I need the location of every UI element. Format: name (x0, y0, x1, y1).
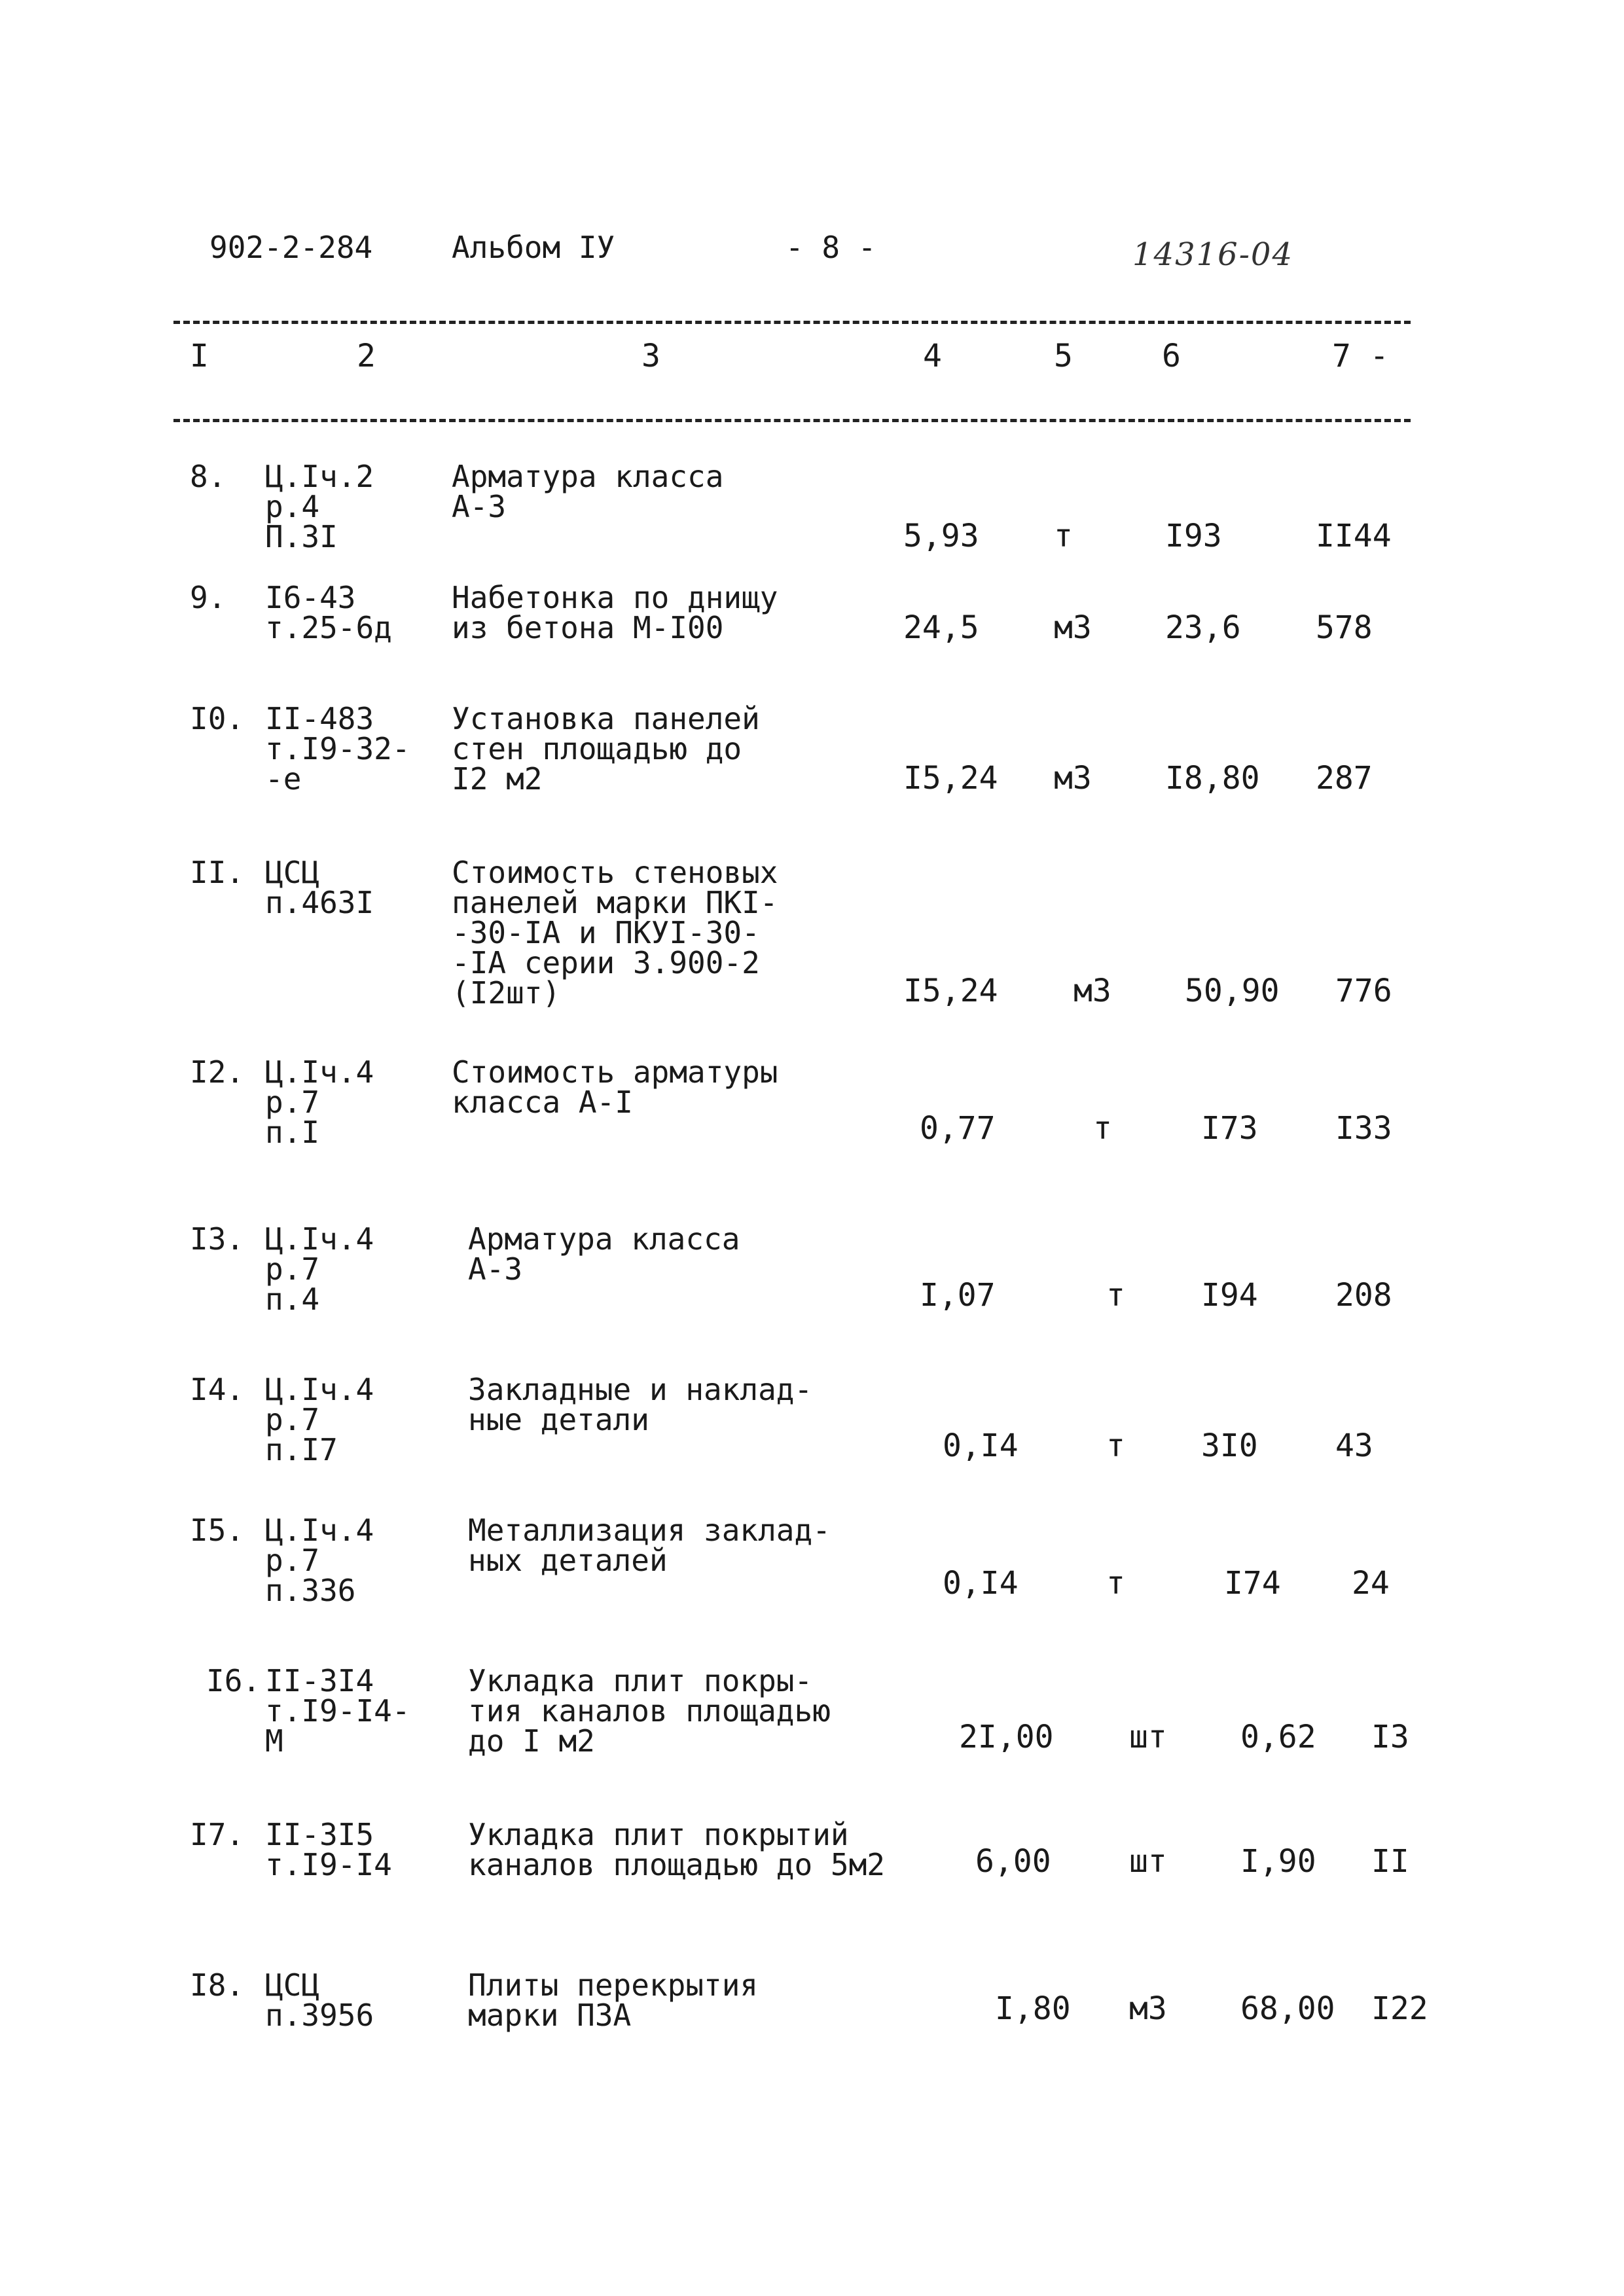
row-quantity: 5,93 (903, 518, 979, 554)
row-number: 9. (190, 580, 226, 615)
row-number: I3. (190, 1221, 245, 1257)
row-unit-price: I93 (1165, 518, 1222, 554)
row-unit-price: 23,6 (1165, 609, 1241, 646)
row-unit-price: 3I0 (1201, 1427, 1258, 1464)
page-number: - 8 - (785, 230, 876, 265)
row-reference: Ц.Iч.4 р.7 п.4 (265, 1221, 374, 1317)
row-quantity: I5,24 (903, 760, 998, 797)
row-reference: ЦСЦ п.3956 (265, 1967, 374, 2033)
row-reference: II-3I4 т.I9-I4- М (265, 1663, 410, 1759)
row-quantity: I,80 (995, 1990, 1071, 2027)
document-code: 902-2-284 (209, 230, 373, 265)
row-description: Укладка плит покры- тия каналов площадью до I м2 (468, 1663, 831, 1759)
row-total-cost: 578 (1316, 609, 1373, 646)
row-unit-price: I,90 (1240, 1843, 1316, 1880)
row-description: Укладка плит покрытий каналов площадью до 5м2 (468, 1817, 885, 1882)
row-unit-price: I74 (1224, 1565, 1281, 1602)
column-number-6: 6 (1162, 338, 1181, 374)
row-total-cost: 776 (1335, 973, 1392, 1009)
row-number: I0. (190, 701, 245, 736)
row-reference: ЦСЦ п.463I (265, 855, 374, 920)
row-unit: т (1054, 518, 1073, 554)
row-unit: т (1106, 1427, 1125, 1464)
row-reference: Ц.Iч.2 р.4 П.3I (265, 459, 374, 554)
row-unit-price: 0,62 (1240, 1719, 1316, 1755)
row-quantity: 2I,00 (959, 1719, 1054, 1755)
row-description: Набетонка по днищу из бетона М-I00 (452, 580, 778, 645)
row-number: I6. (206, 1663, 261, 1698)
header-rule-bottom (173, 419, 1411, 422)
row-unit-price: I8,80 (1165, 760, 1260, 797)
row-total-cost: II (1371, 1843, 1409, 1880)
row-total-cost: 208 (1335, 1277, 1392, 1314)
row-reference: II-3I5 т.I9-I4 (265, 1817, 392, 1882)
row-quantity: I,07 (920, 1277, 996, 1314)
row-description: Плиты перекрытия марки ПЗА (468, 1967, 759, 2033)
row-reference: Ц.Iч.4 р.7 п.336 (265, 1513, 374, 1608)
column-number-7: 7 - (1332, 338, 1389, 374)
row-reference: Ц.Iч.4 р.7 п.I (265, 1054, 374, 1150)
row-number: I8. (190, 1967, 245, 2003)
handwritten-number: 14316-04 (1132, 236, 1293, 273)
row-unit: т (1106, 1277, 1125, 1314)
row-description: Металлизация заклад- ных деталей (468, 1513, 831, 1578)
row-unit: м3 (1074, 973, 1111, 1009)
row-description: Стоимость стеновых панелей марки ПКI- -30-IА и ПКУI-30- -IА серии 3.900-2 (I2шт) (452, 855, 778, 1011)
row-number: I2. (190, 1054, 245, 1090)
row-unit-price: 50,90 (1185, 973, 1280, 1009)
row-description: Арматура класса А-3 (452, 459, 724, 524)
row-unit: м3 (1054, 609, 1092, 646)
row-quantity: 0,77 (920, 1110, 996, 1147)
row-reference: II-483 т.I9-32- -е (265, 701, 410, 797)
column-number-3: 3 (641, 338, 660, 374)
row-unit: м3 (1054, 760, 1092, 797)
row-total-cost: 24 (1352, 1565, 1390, 1602)
column-number-1: I (190, 338, 209, 374)
row-total-cost: I33 (1335, 1110, 1392, 1147)
row-unit: шт (1129, 1843, 1167, 1880)
row-unit-price: I73 (1201, 1110, 1258, 1147)
row-number: I4. (190, 1372, 245, 1407)
row-quantity: 0,I4 (943, 1427, 1019, 1464)
album-label: Альбом IУ (452, 230, 615, 265)
row-total-cost: 43 (1335, 1427, 1373, 1464)
row-number: II. (190, 855, 245, 890)
row-total-cost: I22 (1371, 1990, 1428, 2027)
row-description: Арматура класса А-3 (468, 1221, 740, 1287)
row-quantity: 24,5 (903, 609, 979, 646)
row-quantity: I5,24 (903, 973, 998, 1009)
row-total-cost: 287 (1316, 760, 1373, 797)
row-number: I5. (190, 1513, 245, 1548)
row-description: Стоимость арматуры класса А-I (452, 1054, 778, 1120)
row-unit-price: 68,00 (1240, 1990, 1335, 2027)
row-description: Установка панелей стен площадью до I2 м2 (452, 701, 760, 797)
row-unit-price: I94 (1201, 1277, 1258, 1314)
row-reference: I6-43 т.25-6д (265, 580, 392, 645)
row-total-cost: I3 (1371, 1719, 1409, 1755)
column-number-4: 4 (923, 338, 942, 374)
row-number: I7. (190, 1817, 245, 1852)
row-description: Закладные и наклад- ные детали (468, 1372, 813, 1437)
column-number-2: 2 (357, 338, 376, 374)
header-rule-top (173, 321, 1411, 324)
row-quantity: 6,00 (975, 1843, 1051, 1880)
row-unit: т (1106, 1565, 1125, 1602)
row-unit: т (1093, 1110, 1112, 1147)
row-unit: шт (1129, 1719, 1167, 1755)
row-reference: Ц.Iч.4 р.7 п.I7 (265, 1372, 374, 1467)
column-number-5: 5 (1054, 338, 1073, 374)
row-number: 8. (190, 459, 226, 494)
row-total-cost: II44 (1316, 518, 1392, 554)
row-unit: м3 (1129, 1990, 1167, 2027)
row-quantity: 0,I4 (943, 1565, 1019, 1602)
